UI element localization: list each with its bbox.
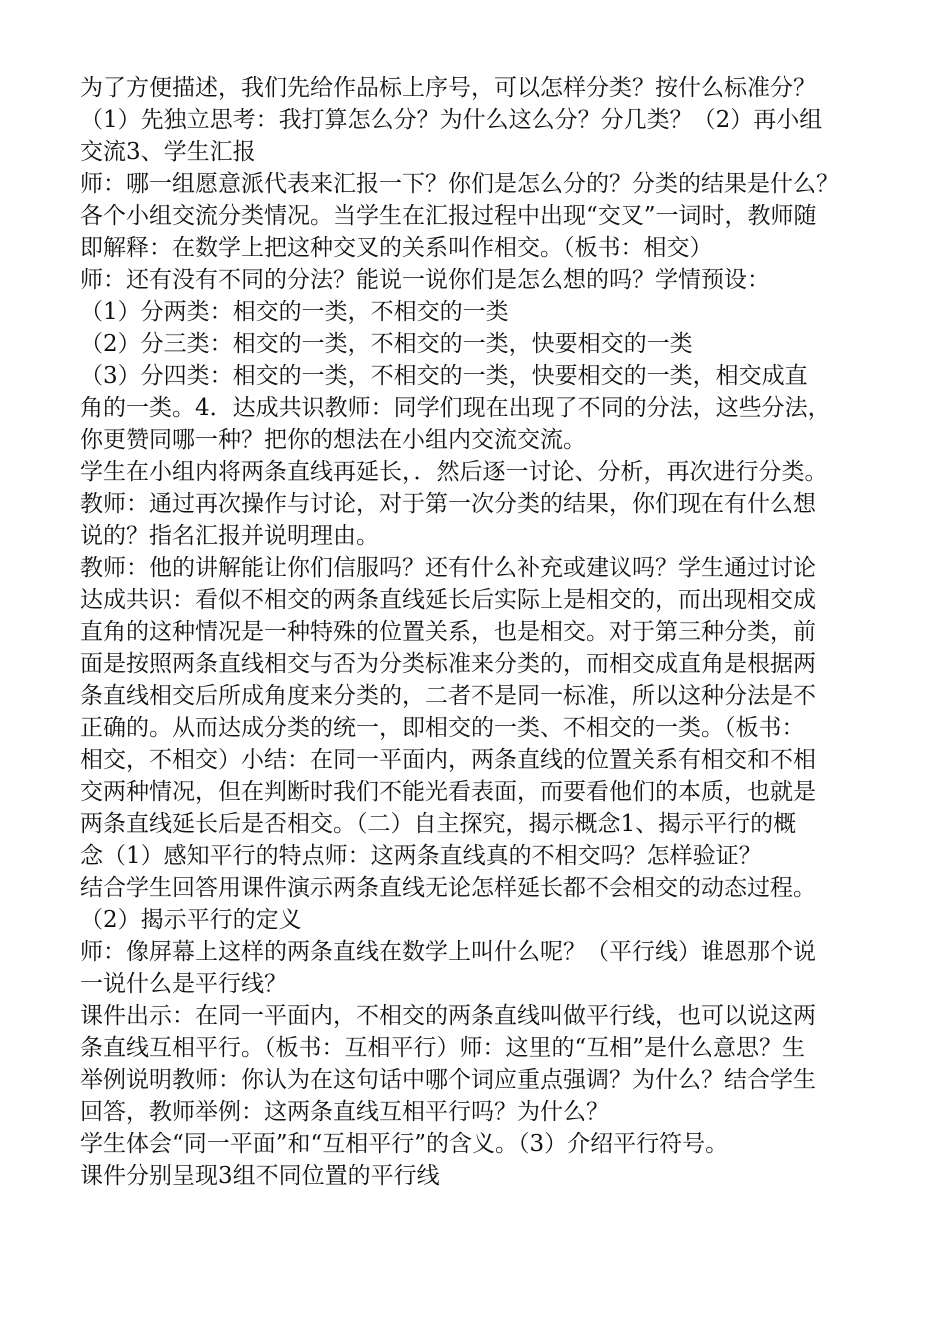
text-line: 一说什么是平行线？ [80,971,287,997]
text-line: 师：像屏幕上这样的两条直线在数学上叫什么呢？（平行线）谁恩那个说 [80,939,816,965]
text-line: 师：还有没有不同的分法？能说一说你们是怎么想的吗？学情预设： [80,267,770,293]
text-line: 直角的这种情况是一种特殊的位置关系，也是相交。对于第三种分类，前 [80,619,816,645]
text-line: 举例说明教师：你认为在这句话中哪个词应重点强调？为什么？结合学生 [80,1067,816,1093]
text-line: 说的？指名汇报并说明理由。 [80,523,379,549]
text-line: 两条直线延长后是否相交。（二）自主探究，揭示概念1、揭示平行的概 [80,811,797,837]
text-line: 回答，教师举例：这两条直线互相平行吗？为什么？ [80,1099,609,1125]
text-line: 即解释：在数学上把这种交叉的关系叫作相交。（板书：相交） [80,235,713,261]
text-line: 学生体会“同一平面”和“互相平行”的含义。（3）介绍平行符号。 [80,1131,729,1157]
text-line: 相交，不相交）小结：在同一平面内，两条直线的位置关系有相交和不相 [80,747,816,773]
text-line: （1）先独立思考：我打算怎么分？为什么这么分？分几类？（2）再小组 [80,107,823,133]
text-line: 结合学生回答用课件演示两条直线无论怎样延长都不会相交的动态过程。 [80,875,816,901]
text-line: 师：哪一组愿意派代表来汇报一下？你们是怎么分的？分类的结果是什么？ [80,171,839,197]
text-line: 面是按照两条直线相交与否为分类标准来分类的，而相交成直角是根据两 [80,651,816,677]
text-line: 交流3、学生汇报 [80,139,256,165]
text-line: 学生在小组内将两条直线再延长，．然后逐一讨论、分析，再次进行分类。 [80,459,828,485]
text-line: 教师：通过再次操作与讨论，对于第一次分类的结果，你们现在有什么想 [80,491,816,517]
text-line: （2）分三类：相交的一类，不相交的一类，快要相交的一类 [80,331,693,357]
text-line: 达成共识：看似不相交的两条直线延长后实际上是相交的，而出现相交成 [80,587,816,613]
text-line: 正确的。从而达成分类的统一，即相交的一类、不相交的一类。（板书： [80,715,805,741]
text-line: （3）分四类：相交的一类，不相交的一类，快要相交的一类，相交成直 [80,363,808,389]
document-body [80,72,892,1192]
text-line: （2）揭示平行的定义 [80,907,302,933]
text-line: 各个小组交流分类情况。当学生在汇报过程中出现“交叉”一词时，教师随 [80,203,817,229]
text-line: 条直线相交后所成角度来分类的，二者不是同一标准，所以这种分法是不 [80,683,816,709]
text-line: 教师：他的讲解能让你们信服吗？还有什么补充或建议吗？学生通过讨论 [80,555,816,581]
text-line: 念（1）感知平行的特点师：这两条直线真的不相交吗？怎样验证？ [80,843,762,869]
text-line: 课件分别呈现3组不同位置的平行线 [80,1163,440,1189]
text-line: 课件出示：在同一平面内，不相交的两条直线叫做平行线，也可以说这两 [80,1003,816,1029]
text-line: 你更赞同哪一种？把你的想法在小组内交流交流。 [80,427,586,453]
text-line: 交两种情况，但在判断时我们不能光看表面，而要看他们的本质，也就是 [80,779,816,805]
text-line: 条直线互相平行。（板书：互相平行）师：这里的“互相”是什么意思？生 [80,1035,806,1061]
text-line: （1）分两类：相交的一类，不相交的一类 [80,299,509,325]
text-line: 角的一类。4．达成共识教师：同学们现在出现了不同的分法，这些分法， [80,395,831,421]
text-line: 为了方便描述，我们先给作品标上序号，可以怎样分类？按什么标准分？ [80,75,816,101]
